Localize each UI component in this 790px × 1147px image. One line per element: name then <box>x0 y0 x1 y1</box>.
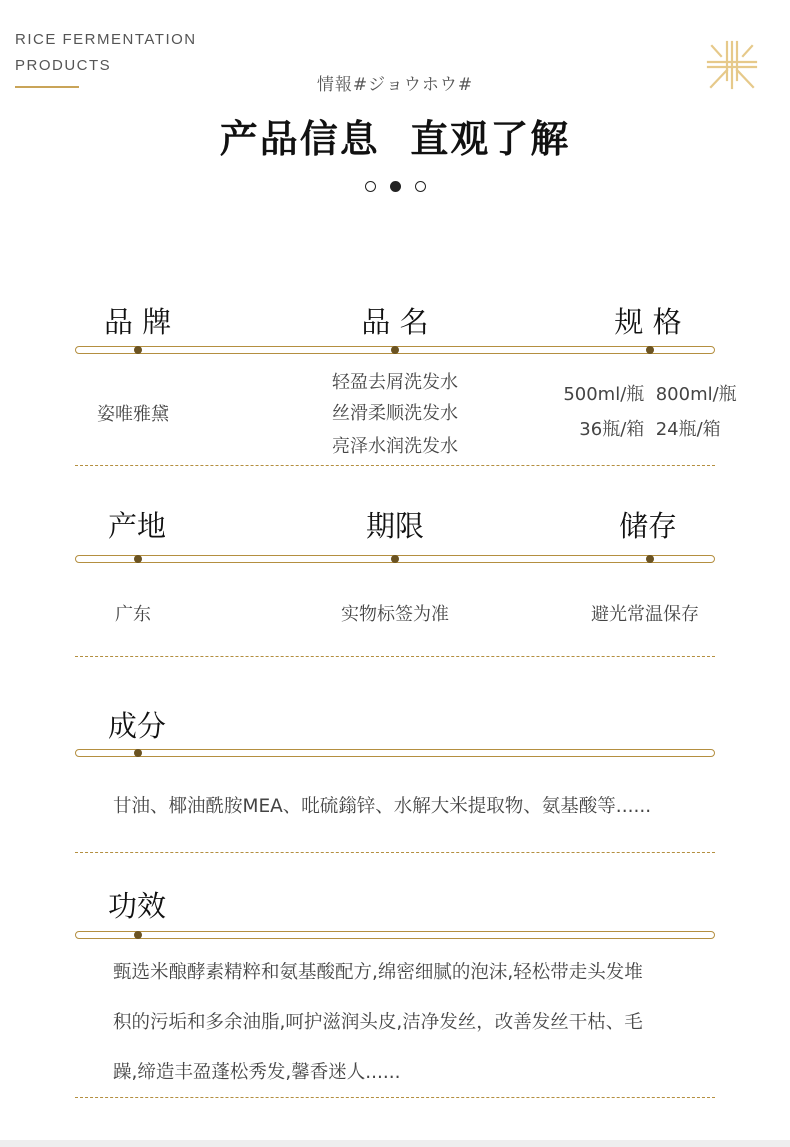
brand-value: 姿唯雅黛 <box>97 404 169 425</box>
rail-knob <box>134 931 142 939</box>
dot-indicator <box>415 181 426 192</box>
brand-line-1: RICE FERMENTATION <box>15 31 197 48</box>
page-title: 产品信息 直观了解 <box>219 116 571 161</box>
rail-knob <box>391 555 399 563</box>
spec-line-1: 500ml/瓶 800ml/瓶 <box>563 384 737 405</box>
efficacy-text <box>113 948 723 1098</box>
dashed-divider <box>75 852 715 853</box>
page-subtitle: 情報#ジョウホウ# <box>316 75 474 95</box>
dot-indicator <box>365 181 376 192</box>
rail-knob <box>134 346 142 354</box>
term-value: 实物标签为准 <box>341 604 449 625</box>
rail-knob <box>646 555 654 563</box>
header-spec: 规 格 <box>614 305 682 339</box>
section-rail <box>75 931 715 939</box>
header-ingredients: 成分 <box>108 709 167 743</box>
header-brand: 品 牌 <box>104 305 172 339</box>
header-storage: 储存 <box>618 509 677 543</box>
product-name-2: 丝滑柔顺洗发水 <box>332 403 458 424</box>
efficacy-line-1: 甄选米酿酵素精粹和氨基酸配方,绵密细腻的泡沫,轻松带走头发堆 <box>113 962 643 983</box>
header-efficacy: 功效 <box>108 889 167 923</box>
section-rail <box>75 749 715 757</box>
efficacy-line-2: 积的污垢和多余油脂,呵护滋润头皮,洁净发丝，改善发丝干枯、毛 <box>113 1012 643 1033</box>
product-name-3: 亮泽水润洗发水 <box>332 436 458 457</box>
storage-value: 避光常温保存 <box>591 604 699 625</box>
product-name-1: 轻盈去屑洗发水 <box>332 372 458 393</box>
rail-knob <box>391 346 399 354</box>
rail-knob <box>134 749 142 757</box>
spec-line-2: 36瓶/箱 24瓶/箱 <box>579 419 721 440</box>
dashed-divider <box>75 1097 715 1098</box>
bottom-band <box>0 1140 790 1147</box>
dot-indicator-active <box>390 181 401 192</box>
brand-line-2: PRODUCTS <box>15 57 112 74</box>
dashed-divider <box>75 465 715 466</box>
rail-knob <box>134 555 142 563</box>
rail-knob <box>646 346 654 354</box>
origin-value: 广东 <box>115 604 151 625</box>
header-origin: 产地 <box>108 509 167 543</box>
dashed-divider <box>75 656 715 657</box>
header-term: 期限 <box>365 509 424 543</box>
efficacy-line-3: 躁,缔造丰盈蓬松秀发,馨香迷人...... <box>113 1062 401 1083</box>
ingredients-text: 甘油、椰油酰胺MEA、吡硫鎓锌、水解大米提取物、氨基酸等...... <box>113 796 652 817</box>
carousel-dots <box>0 181 790 192</box>
header-product-name: 品 名 <box>361 305 429 339</box>
